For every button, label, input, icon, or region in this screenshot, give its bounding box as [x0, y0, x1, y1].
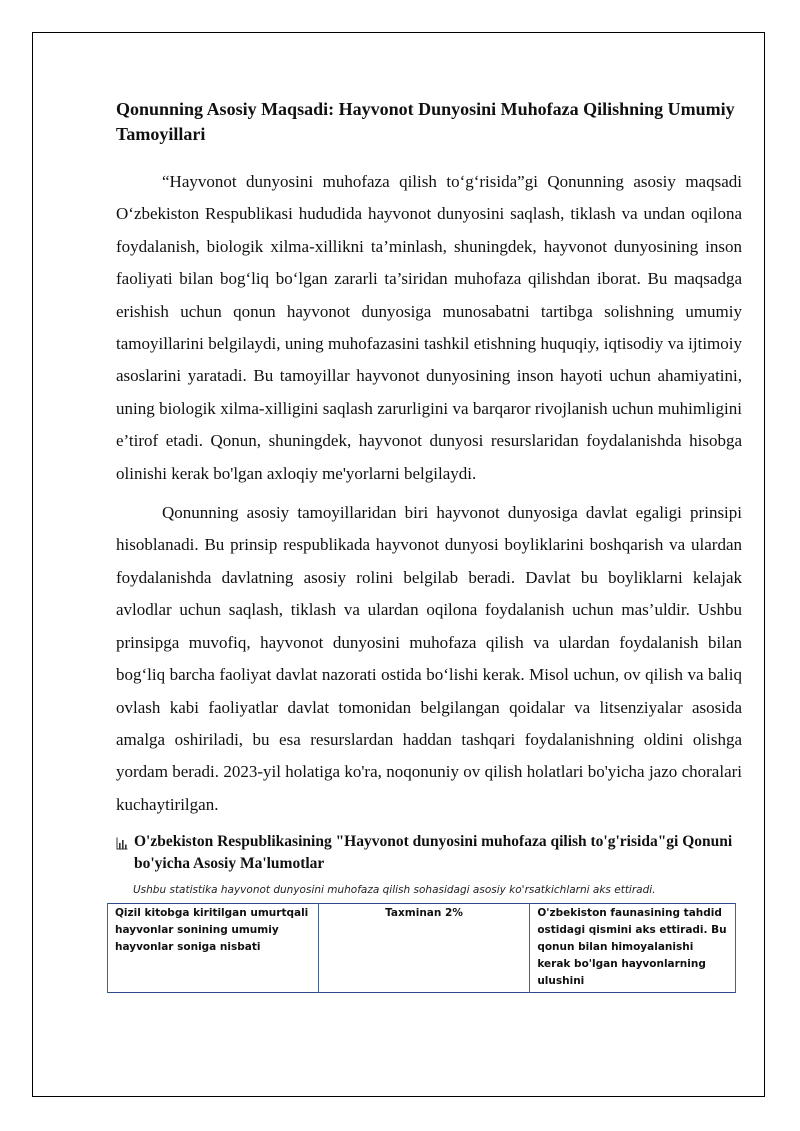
- paragraph-state-ownership: Qonunning asosiy tamoyillaridan biri hayvonot dunyosiga davlat egaligi prinsipi hisoblanadi. Bu prinsip respublikada hayvonot dunyosi boyliklarini boshqarish va ulardan foydalanishda davlatning asosiy rolini belgilab beradi. Davlat bu boyliklarni kelajak avlodlar uchun saqlash, tiklash va ulardan oqilona foydalanish uchun mas’uldir. Ushbu prinsipga muvofiq, hayvonot dunyosini muhofaza qilish va ulardan foydalanish bilan bog‘liq barcha faoliyat davlat nazorati ostida bo‘lishi kerak. Misol uchun, ov qilish va baliq ovlash kabi faoliyatlar davlat tomonidan belgilangan qoidalar va litsenziyalar asosida amalga oshiriladi, bu esa resurslardan haddan tashqari foydalanishning oldini olishga yordam beradi. 2023-yil holatiga ko'ra, noqonuniy ov qilish holatlari bo'yicha jazo choralari kuchaytirilgan.: [116, 503, 742, 814]
- data-table: [107, 903, 736, 993]
- description-cell: O'zbekiston faunasining tahdid ostidagi qismini aks ettiradi. Bu qonun bilan himoyalanishi kerak bo'lgan hayvonlarning ulushini: [530, 904, 736, 993]
- table-row: [108, 904, 736, 993]
- indicator-cell: Qizil kitobga kiritilgan umurtqali hayvonlar sonining umumiy hayvonlar soniga nisbati: [108, 904, 319, 993]
- bar-chart-icon: [116, 835, 128, 848]
- table-title-text: O'zbekiston Respublikasining "Hayvonot dunyosini muhofaza qilish to'g'risida"gi Qonuni bo'yicha Asosiy Ma'lumotlar: [134, 833, 733, 873]
- paragraph-purpose: “Hayvonot dunyosini muhofaza qilish to‘g‘risida”gi Qonunning asosiy maqsadi O‘zbekiston Respublikasi hududida hayvonot dunyosini saqlash, tiklash va undan oqilona foydalanish, biologik xilma-xillikni ta’minlash, shuningdek, hayvonot dunyosining inson faoliyati bilan bog‘liq bo‘lgan zararli ta’siridan muhofaza qilishdan iborat. Bu maqsadga erishish uchun qonun hayvonot dunyosiga munosabatni tartibga solishning umumiy tamoyillarini belgilaydi, uning muhofazasini tashkil etishning huquqiy, iqtisodiy va ijtimoiy asoslarini yaratadi. Bu tamoyillar hayvonot dunyosining inson hayoti uchun ahamiyatini, uning biologik xilma-xilligini saqlash zarurligini va barqaror rivojlanish uchun muhimligini e’tirof etadi. Qonun, shuningdek, hayvonot dunyosi resurslaridan foydalanishda hisobga olinishi kerak bo'lgan axloqiy me'yorlarni belgilaydi.: [116, 172, 742, 483]
- section-heading: Qonunning Asosiy Maqsadi: Hayvonot Dunyosini Muhofaza Qilishning Umumiy Tamoyillari: [116, 99, 735, 144]
- value-cell: Taxminan 2%: [318, 904, 530, 993]
- table-note: Ushbu statistika hayvonot dunyosini muhofaza qilish sohasidagi asosiy ko'rsatkichlarni aks ettiradi.: [133, 884, 656, 897]
- table-title: [116, 831, 742, 875]
- document-body: [116, 97, 742, 993]
